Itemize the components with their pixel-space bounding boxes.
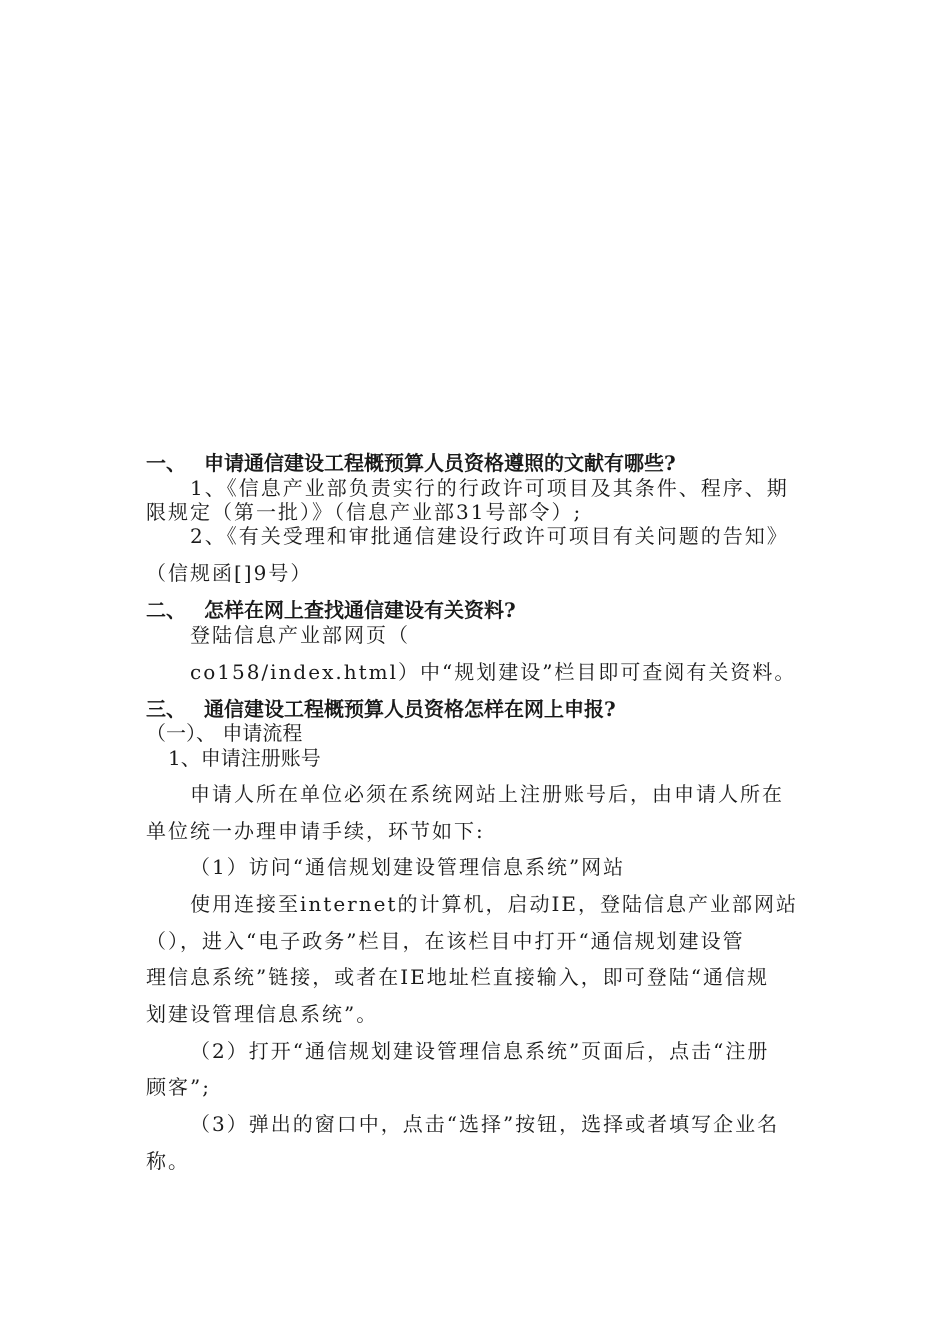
paragraph-line: （信规函[]9号） — [146, 561, 313, 585]
paragraph-line: 限规定（第一批）》（信息产业部31号部令）; — [146, 500, 583, 524]
item-heading: 1、申请注册账号 — [168, 746, 321, 770]
paragraph-line: 2、《有关受理和审批通信建设行政许可项目有关问题的告知》 — [190, 524, 789, 548]
subheading: （一）、 申请流程 — [146, 721, 303, 745]
section1-number: 一、 — [146, 451, 186, 475]
paragraph-line: 使用连接至internet的计算机，启动IE，登陆信息产业部网站 — [190, 892, 798, 916]
paragraph-line: （3）弹出的窗口中，点击“选择”按钮，选择或者填写企业名 — [190, 1112, 780, 1136]
section3-title: 通信建设工程概预算人员资格怎样在网上申报? — [204, 697, 616, 721]
paragraph-line: （），进入“电子政务”栏目，在该栏目中打开“通信规划建设管 — [146, 929, 745, 953]
paragraph-line: 单位统一办理申请手续，环节如下: — [146, 819, 485, 843]
section2-heading — [146, 598, 516, 622]
paragraph-line: （2）打开“通信规划建设管理信息系统”页面后，点击“注册 — [190, 1039, 770, 1063]
paragraph-line: 划建设管理信息系统”。 — [146, 1002, 379, 1026]
section1-heading — [146, 451, 676, 475]
paragraph-line: 申请人所在单位必须在系统网站上注册账号后，由申请人所在 — [190, 782, 784, 806]
section3-heading — [146, 697, 616, 721]
section2-title: 怎样在网上查找通信建设有关资料? — [204, 598, 516, 622]
paragraph-line: 称。 — [146, 1149, 190, 1173]
paragraph-line: co158/index.html）中“规划建设”栏目即可查阅有关资料。 — [190, 660, 797, 684]
paragraph-line: 1、《信息产业部负责实行的行政许可项目及其条件、程序、期 — [190, 476, 789, 500]
paragraph-line: （1）访问“通信规划建设管理信息系统”网站 — [190, 855, 626, 879]
section1-title: 申请通信建设工程概预算人员资格遵照的文献有哪些? — [204, 451, 676, 475]
paragraph-line: 顾客”; — [146, 1075, 211, 1099]
section3-number: 三、 — [146, 697, 186, 721]
paragraph-line: 理信息系统”链接，或者在IE地址栏直接输入，即可登陆“通信规 — [146, 965, 769, 989]
paragraph-line: 登陆信息产业部网页（ — [190, 623, 410, 647]
section2-number: 二、 — [146, 598, 186, 622]
